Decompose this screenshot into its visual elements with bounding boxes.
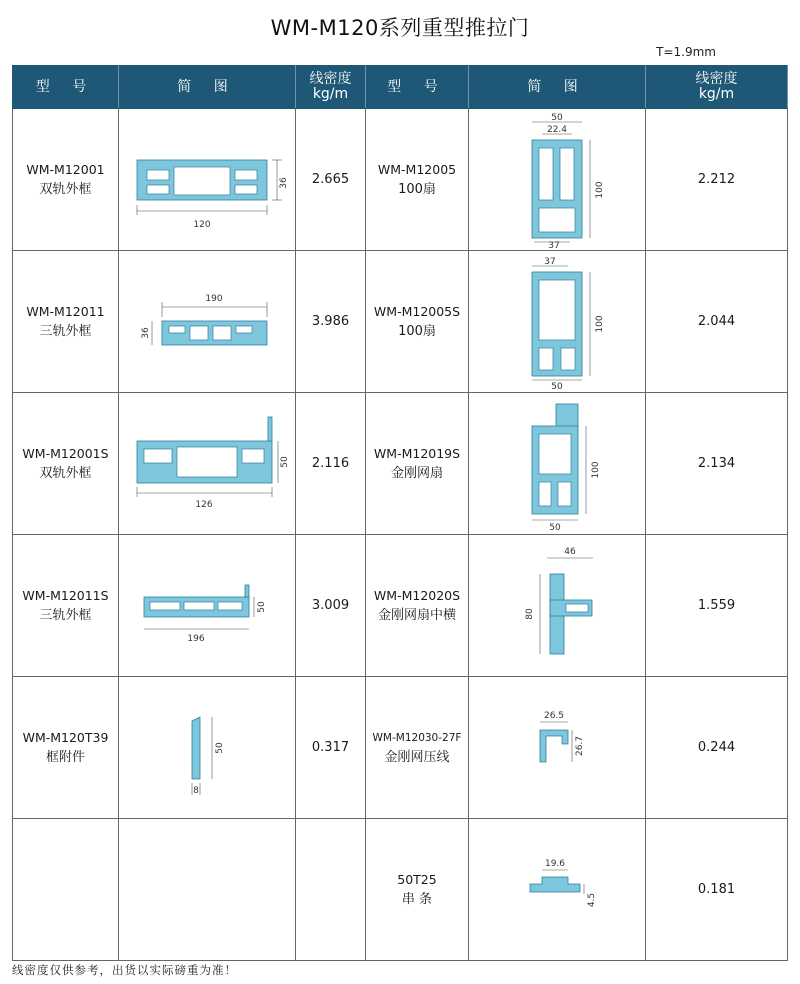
profile-figure: [119, 819, 296, 961]
model-cell: WM-M12005 100扇: [366, 109, 469, 251]
table-header-row: [13, 66, 788, 109]
dimension-width: 196: [187, 633, 205, 644]
dimension-height: 50: [257, 600, 267, 613]
density-cell: 2.665: [296, 109, 366, 251]
dimension-inner-width: 22.4: [546, 124, 568, 135]
profile-figure: [469, 819, 646, 961]
model-cell: WM-M12001 双轨外框: [13, 109, 119, 251]
dimension-height: 100: [591, 460, 601, 479]
dimension-width: 19.6: [544, 858, 566, 869]
profile-drawing-wm-m12001s: [122, 399, 292, 529]
dimension-width: 120: [193, 219, 211, 230]
header-figure-right: 简 图: [469, 66, 646, 109]
density-cell: 1.559: [646, 535, 788, 677]
dimension-height: 50: [280, 455, 290, 468]
density-cell: 2.044: [646, 251, 788, 393]
profile-drawing-50t25: [472, 822, 642, 958]
density-cell: 3.986: [296, 251, 366, 393]
profile-drawing-wm-m12005: [472, 112, 642, 248]
model-cell: WM-M12030-27F 金刚网压线: [366, 677, 469, 819]
header-model-left: 型 号: [13, 66, 119, 109]
density-cell: 3.009: [296, 535, 366, 677]
profile-figure: [469, 109, 646, 251]
dimension-width: 50: [549, 522, 561, 532]
table-row: [13, 393, 788, 535]
dimension-width: 190: [205, 293, 223, 304]
dimension-width: 50: [551, 381, 563, 390]
density-cell: 2.116: [296, 393, 366, 535]
density-cell: 0.317: [296, 677, 366, 819]
table-row: [13, 109, 788, 251]
table-row: [13, 251, 788, 393]
profile-spec-table: [12, 65, 788, 961]
model-cell: WM-M12005S 100扇: [366, 251, 469, 393]
density-cell: 2.134: [646, 393, 788, 535]
profile-figure: [119, 109, 296, 251]
table-row: [13, 677, 788, 819]
dimension-bottom: 37: [548, 240, 560, 248]
dimension-width: 8: [193, 785, 199, 796]
model-cell: WM-M120T39 框附件: [13, 677, 119, 819]
density-cell: [296, 819, 366, 961]
profile-figure: [469, 251, 646, 393]
profile-figure: [469, 677, 646, 819]
header-figure-left: 简 图: [119, 66, 296, 109]
profile-drawing-wm-m12020s: [472, 538, 642, 674]
dimension-height: 80: [525, 607, 535, 620]
profile-drawing-wm-m120t39: [122, 683, 292, 813]
profile-drawing-wm-m12030-27f: [472, 680, 642, 816]
dimension-height: 4.5: [587, 892, 597, 907]
profile-drawing-wm-m12011: [122, 257, 292, 387]
profile-figure: [119, 251, 296, 393]
model-cell: WM-M12011S 三轨外框: [13, 535, 119, 677]
wall-thickness-label: T=1.9mm: [656, 45, 716, 59]
profile-figure: [119, 677, 296, 819]
dimension-width: 126: [195, 499, 213, 510]
model-cell: WM-M12020S 金刚网扇中横: [366, 535, 469, 677]
dimension-height: 100: [595, 314, 605, 333]
model-cell: 50T25 串 条: [366, 819, 469, 961]
dimension-width: 46: [564, 546, 576, 557]
profile-figure: [469, 393, 646, 535]
dimension-height: 26.7: [575, 735, 585, 756]
profile-figure: [119, 535, 296, 677]
footnote: 线密度仅供参考，出货以实际磅重为准！: [12, 963, 237, 977]
table-row: [13, 535, 788, 677]
density-cell: 0.181: [646, 819, 788, 961]
page-title: WM-M120系列重型推拉门: [270, 16, 530, 40]
profile-figure: [119, 393, 296, 535]
header-density-left: 线密度 kg/m: [296, 66, 366, 109]
dimension-width: 50: [551, 112, 563, 123]
profile-drawing-wm-m12019s: [472, 396, 642, 532]
model-cell: [13, 819, 119, 961]
header-density-right: 线密度 kg/m: [646, 66, 788, 109]
header-model-right: 型 号: [366, 66, 469, 109]
density-cell: 2.212: [646, 109, 788, 251]
dimension-height: 36: [141, 326, 151, 339]
profile-drawing-wm-m12011s: [122, 541, 292, 671]
dimension-top: 37: [544, 256, 556, 267]
model-cell: WM-M12011 三轨外框: [13, 251, 119, 393]
dimension-height: 100: [595, 180, 605, 199]
profile-figure: [469, 535, 646, 677]
dimension-height: 36: [279, 176, 289, 189]
density-cell: 0.244: [646, 677, 788, 819]
table-row: [13, 819, 788, 961]
profile-drawing-wm-m12001: [122, 115, 292, 245]
dimension-width: 26.5: [543, 710, 565, 721]
dimension-height: 50: [215, 741, 225, 754]
model-cell: WM-M12001S 双轨外框: [13, 393, 119, 535]
profile-drawing-wm-m12005s: [472, 254, 642, 390]
model-cell: WM-M12019S 金刚网扇: [366, 393, 469, 535]
